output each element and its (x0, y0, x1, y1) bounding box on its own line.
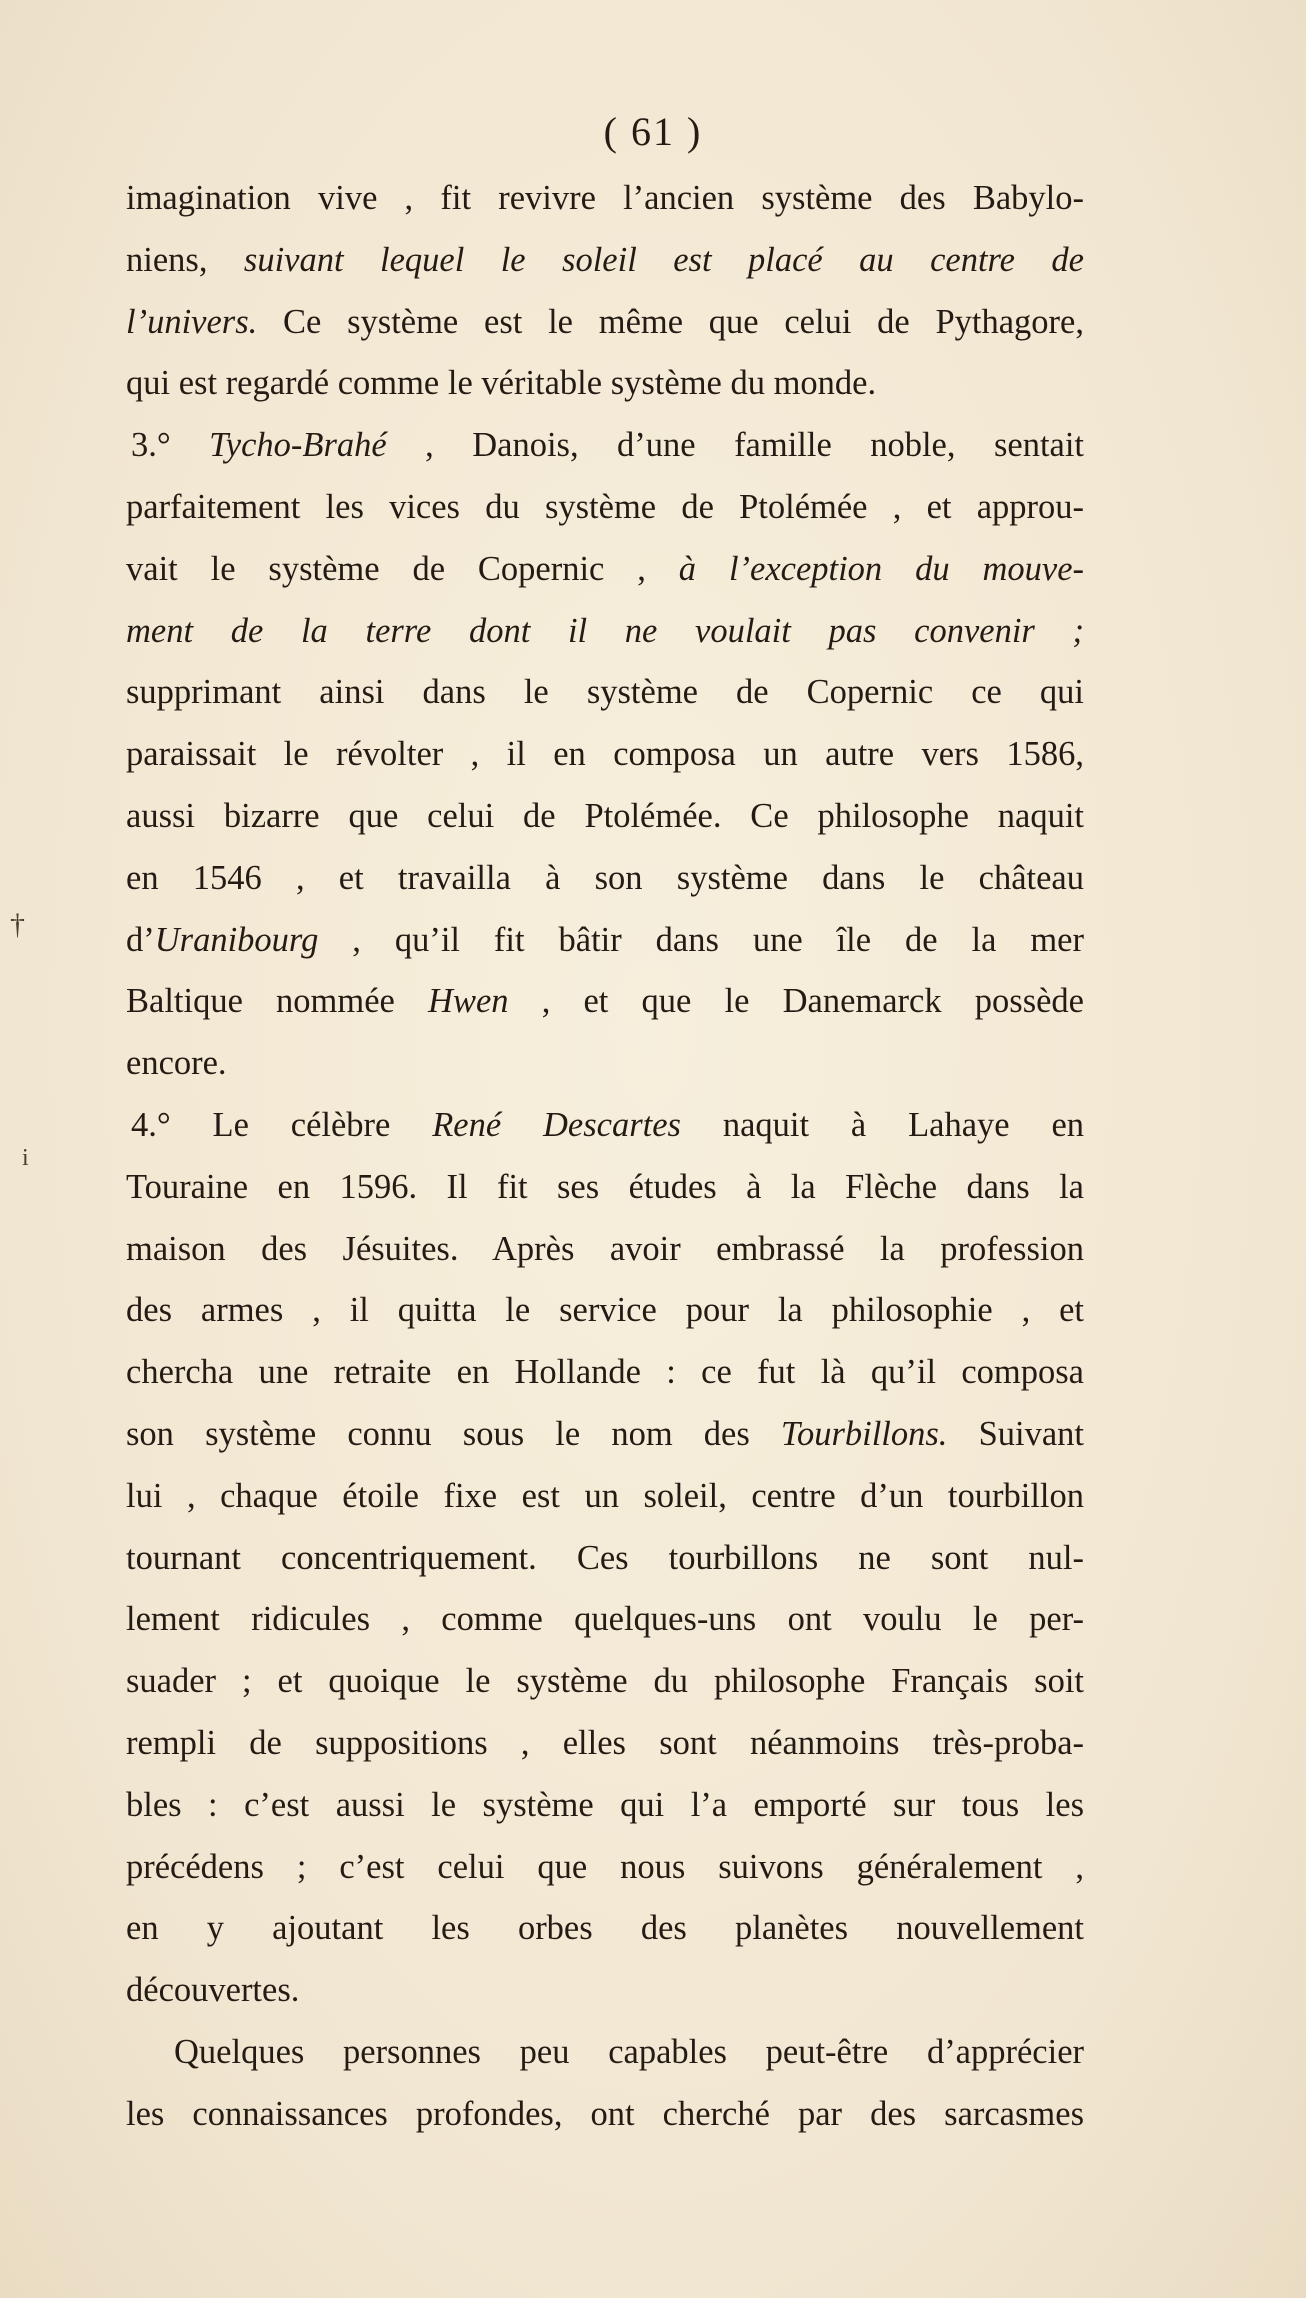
text-line (126, 910, 1084, 972)
text-segment: des armes , il quitta le service pour la philosophie , et (126, 1291, 1084, 1330)
text-segment: suader ; et quoique le système du philosophe Français soit (126, 1662, 1084, 1701)
text-segment: Touraine en 1596. Il fit ses études à la Flèche dans la (126, 1167, 1084, 1206)
text-line (126, 971, 1084, 1033)
text-line (126, 1775, 1084, 1837)
text-segment: maison des Jésuites. Après avoir embrassé la profession (126, 1229, 1084, 1268)
text-line (126, 230, 1084, 292)
text-segment: Ce système est le même que celui de Pythagore, (257, 302, 1084, 341)
text-segment: d’ (126, 920, 155, 959)
text-segment: découvertes. (126, 1971, 300, 2010)
italic-text: Hwen (428, 982, 509, 1021)
text-segment: Baltique nommée (126, 982, 429, 1021)
text-line (126, 415, 1084, 477)
text-line (126, 662, 1084, 724)
text-line (126, 1466, 1084, 1528)
text-line (126, 1713, 1084, 1775)
text-segment: paraissait le révolter , il en composa un autre vers 1586, (126, 735, 1084, 774)
text-line (126, 1095, 1084, 1157)
text-line (126, 353, 1084, 415)
text-segment: aussi bizarre que celui de Ptolémée. Ce philosophe naquit (126, 796, 1084, 835)
text-segment: Suivant (947, 1414, 1084, 1453)
text-segment: son système connu sous le nom des (126, 1414, 781, 1453)
text-segment: imagination vive , fit revivre l’ancien système des Babylo- (126, 179, 1084, 217)
text-line (126, 1033, 1084, 1095)
text-segment: qui est regardé comme le véritable système du monde. (126, 364, 877, 403)
text-line (126, 539, 1084, 601)
italic-text: Tycho-Brahé (209, 426, 387, 465)
text-line (126, 1157, 1084, 1219)
text-segment: 3.° (131, 426, 210, 465)
text-line (126, 1342, 1084, 1404)
text-segment: , qu’il fit bâtir dans une île de la mer (318, 920, 1084, 959)
text-segment: tournant concentriquement. Ces tourbillons ne sont nul- (126, 1538, 1084, 1577)
text-line (126, 2022, 1084, 2084)
text-line (126, 1528, 1084, 1590)
text-segment: supprimant ainsi dans le système de Copernic ce qui (126, 673, 1084, 712)
text-segment: lui , chaque étoile fixe est un soleil, centre d’un tourbillon (126, 1476, 1084, 1515)
text-line (126, 1404, 1084, 1466)
text-line (126, 848, 1084, 910)
text-line (126, 601, 1084, 663)
text-segment: , Danois, d’une famille noble, sentait (386, 426, 1085, 465)
text-line (126, 724, 1084, 786)
text-line (126, 1589, 1084, 1651)
text-segment: naquit à Lahaye en (680, 1105, 1085, 1144)
text-line (126, 477, 1084, 539)
italic-text: ment de la terre dont il ne voulait pas convenir ; (126, 611, 1084, 650)
text-line (126, 1219, 1084, 1281)
text-segment: en y ajoutant les orbes des planètes nouvellement (126, 1909, 1084, 1948)
text-segment: , et que le Danemarck possède (508, 982, 1084, 1021)
text-segment: bles : c’est aussi le système qui l’a emporté sur tous les (126, 1785, 1084, 1824)
text-segment: les connaissances profondes, ont cherché par des sarcasmes (126, 2094, 1084, 2133)
italic-text: l’univers. (126, 302, 258, 341)
text-segment: vait le système de Copernic , (126, 549, 679, 588)
italic-text: Tourbillons. (780, 1414, 948, 1453)
text-segment: lement ridicules , comme quelques-uns ont voulu le per- (126, 1600, 1084, 1639)
text-segment: rempli de suppositions , elles sont néanmoins très-proba- (126, 1723, 1084, 1762)
italic-text: à l’exception du mouve- (678, 549, 1084, 588)
text-line (126, 2084, 1084, 2146)
text-line (126, 1898, 1084, 1960)
text-segment: précédens ; c’est celui que nous suivons généralement , (126, 1847, 1084, 1886)
text-line (126, 1280, 1084, 1342)
text-segment: en 1546 , et travailla à son système dans le château (126, 858, 1084, 897)
margin-mark: † (10, 908, 25, 941)
text-segment: niens, (126, 240, 244, 279)
body-text (126, 168, 1084, 2146)
text-segment: Quelques personnes peu capables peut-être d’apprécier (174, 2032, 1084, 2071)
page-number: ( 61 ) (603, 109, 703, 154)
text-segment: parfaitement les vices du système de Ptolémée , et approu- (126, 487, 1084, 526)
italic-text: Uranibourg (154, 920, 319, 959)
text-line (126, 168, 1084, 230)
text-line (126, 292, 1084, 354)
margin-mark: i (22, 1145, 29, 1171)
italic-text: René Descartes (432, 1105, 681, 1144)
italic-text: suivant lequel le soleil est placé au centre de (243, 240, 1084, 279)
text-line (126, 1960, 1084, 2022)
text-segment: 4.° Le célèbre (131, 1105, 433, 1144)
text-line (126, 1651, 1084, 1713)
text-line (126, 1837, 1084, 1899)
text-line (126, 786, 1084, 848)
text-segment: encore. (126, 1044, 227, 1083)
text-segment: chercha une retraite en Hollande : ce fut là qu’il composa (126, 1353, 1084, 1392)
